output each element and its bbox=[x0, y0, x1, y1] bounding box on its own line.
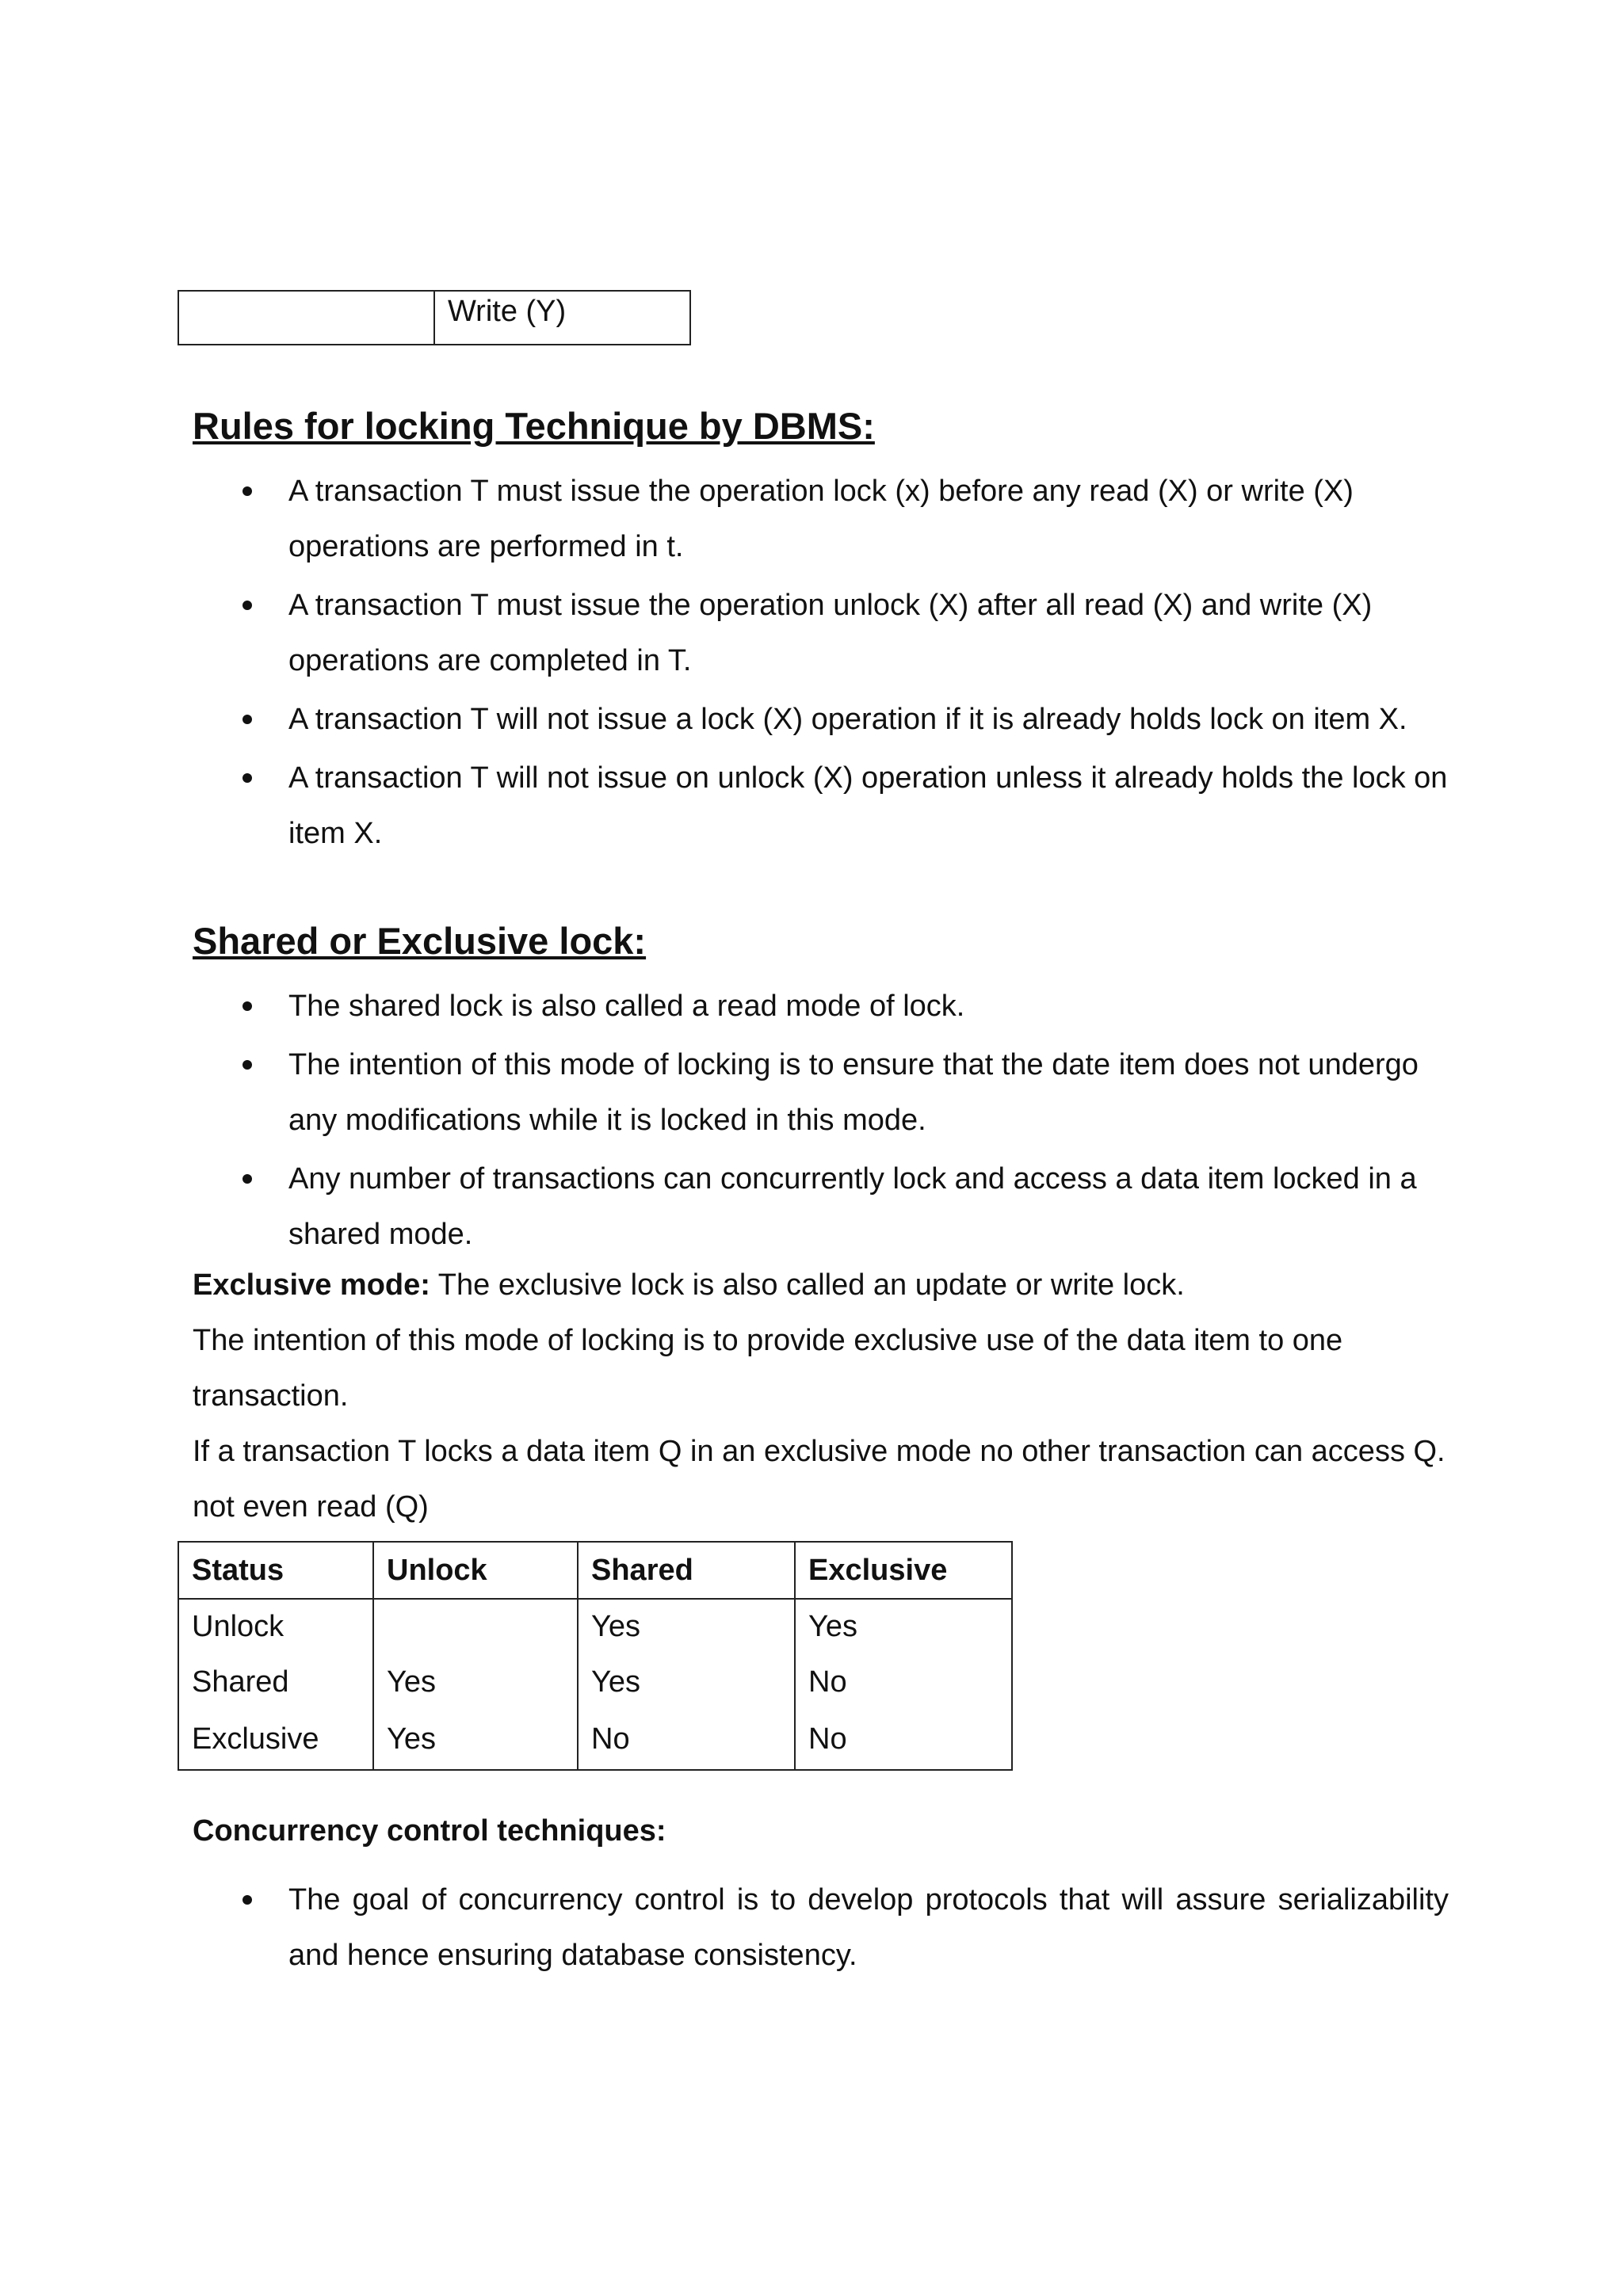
list-item: A transaction T must issue the operation unlock (X) after all read (X) and write (X) operations are completed in T. bbox=[193, 578, 1449, 688]
rules-heading: Rules for locking Technique by DBMS: bbox=[193, 405, 875, 447]
table-cell: No bbox=[795, 1654, 1012, 1710]
concurrency-heading: Concurrency control techniques: bbox=[193, 1814, 666, 1848]
shared-exclusive-heading: Shared or Exclusive lock: bbox=[193, 920, 647, 962]
table-cell: No bbox=[578, 1710, 795, 1770]
list-item: The intention of this mode of locking is to ensure that the date item does not undergo any modifications while it is locked in this mode. bbox=[193, 1037, 1449, 1148]
list-item: A transaction T will not issue a lock (X) operation if it is already holds lock on item X. bbox=[193, 692, 1449, 747]
table-cell: Yes bbox=[578, 1654, 795, 1710]
rules-list bbox=[193, 463, 1449, 864]
table-row bbox=[178, 1654, 1012, 1710]
list-item: A transaction T must issue the operation lock (x) before any read (X) or write (X) operations are performed in t. bbox=[193, 463, 1449, 574]
concurrency-list bbox=[193, 1872, 1449, 1986]
table-cell: Exclusive bbox=[178, 1710, 373, 1770]
table-cell bbox=[373, 1599, 578, 1654]
exclusive-lock-paragraph: If a transaction T locks a data item Q in an exclusive mode no other transaction can access Q. not even read (Q) bbox=[193, 1435, 1445, 1524]
table-header-row bbox=[178, 1542, 1012, 1599]
column-header: Unlock bbox=[373, 1542, 578, 1599]
list-item: A transaction T will not issue on unlock (X) operation unless it already holds the lock on item X. bbox=[193, 750, 1449, 861]
table-row bbox=[178, 291, 690, 345]
lock-compatibility-table bbox=[178, 1541, 1013, 1771]
exclusive-mode-paragraph bbox=[193, 1257, 1449, 1313]
column-header: Shared bbox=[578, 1542, 795, 1599]
list-item: Any number of transactions can concurrently lock and access a data item locked in a shared mode. bbox=[193, 1151, 1449, 1262]
table-cell: Yes bbox=[578, 1599, 795, 1654]
table-row bbox=[178, 1599, 1012, 1654]
column-header: Exclusive bbox=[795, 1542, 1012, 1599]
table-cell: Write (Y) bbox=[434, 291, 690, 345]
table-cell: Yes bbox=[373, 1654, 578, 1710]
table-cell: Shared bbox=[178, 1654, 373, 1710]
exclusive-intention-paragraph: The intention of this mode of locking is to provide exclusive use of the data item to one transaction. bbox=[193, 1324, 1343, 1413]
list-item: The shared lock is also called a read mode of lock. bbox=[193, 978, 1449, 1034]
exclusive-mode-text: The exclusive lock is also called an update or write lock. bbox=[430, 1268, 1185, 1302]
table-cell: Yes bbox=[795, 1599, 1012, 1654]
list-item: The goal of concurrency control is to develop protocols that will assure serializability and hence ensuring database consistency. bbox=[193, 1872, 1449, 1983]
continuation-table bbox=[178, 290, 691, 345]
table-cell: Yes bbox=[373, 1710, 578, 1770]
column-header: Status bbox=[178, 1542, 373, 1599]
table-cell: Unlock bbox=[178, 1599, 373, 1654]
table-cell: No bbox=[795, 1710, 1012, 1770]
exclusive-mode-label: Exclusive mode: bbox=[193, 1268, 430, 1302]
shared-lock-list bbox=[193, 978, 1449, 1265]
table-cell bbox=[178, 291, 434, 345]
table-row bbox=[178, 1710, 1012, 1770]
